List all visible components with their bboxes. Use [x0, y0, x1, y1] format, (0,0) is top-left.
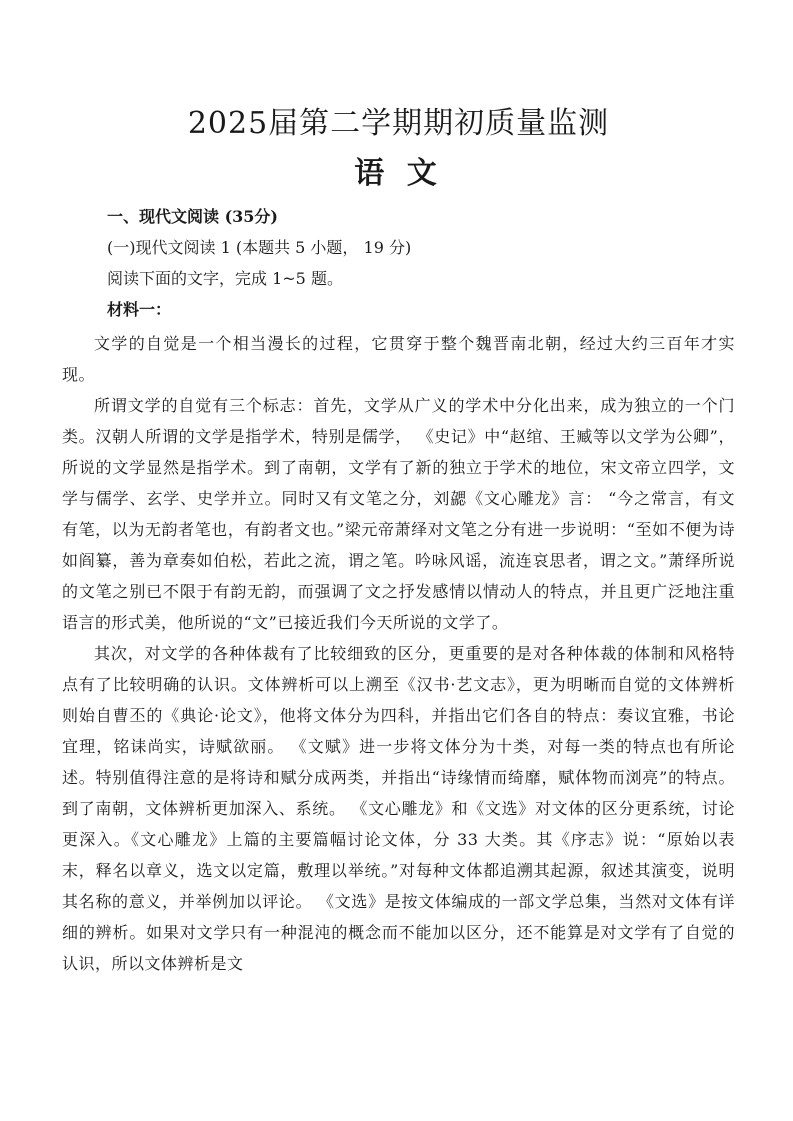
reading-instruction: 阅读下面的文字，完成 1~5 题。	[107, 269, 343, 288]
paragraph-3: 其次，对文学的各种体裁有了比较细致的区分，更重要的是对各种体裁的体制和风格特点有了比较明确的认识。文体辨析可以上溯至《汉书·艺文志》，更为明晰而自觉的文体辨析则始自曹丕的《典论·论文》，他将文体分为四科，并指出它们各自的特点：奏议宜雅，书论宜理，铭诔尚实，诗赋欲丽。 《文赋》进一步将文体分为十类，对每一类的特点也有所论述。特别值得注意的是将诗和赋分成两类，并指出“诗缘情而绮靡，赋体物而浏亮”的特点。到了南朝，文体辨析更加深入、系统。 《文心雕龙》和《文选》对文体的区分更系统，讨论更深入。《文心雕龙》上篇的主要篇幅讨论文体，分 33 大类。其《序志》说：“原始以表末，释名以章义，选文以定篇，敷理以举统。”对每种文体都追溯其起源，叙述其演变，说明其名称的意义，并举例加以评论。 《文选》是按文体编成的一部文学总集，当然对文体有详细的辨析。如果对文学只有一种混沌的概念而不能加以区分，还不能算是对文学有了自觉的认识，所以文体辨析是文	[62, 644, 735, 973]
paragraph-1: 文学的自觉是一个相当漫长的过程，它贯穿于整个魏晋南北朝，经过大约三百年才实现。	[62, 334, 735, 384]
material-label: 材料一：	[107, 300, 172, 319]
exam-title: 2025届第二学期期初质量监测	[187, 106, 610, 141]
subject-title: 语 文	[354, 156, 443, 191]
section-heading: 一、现代文阅读 (35分)	[107, 207, 278, 226]
paragraph-2: 所谓文学的自觉有三个标志：首先，文学从广义的学术中分化出来，成为独立的一个门类。汉朝人所谓的文学是指学术，特别是儒学， 《史记》中“赵绾、王臧等以文学为公卿”，所说的文学显然是指学术。到了南朝，文学有了新的独立于学术的地位，宋文帝立四学，文学与儒学、玄学、史学并立。同时又有文笔之分，刘勰《文心雕龙》言： “今之常言，有文有笔，以为无韵者笔也，有韵者文也。”梁元帝萧绎对文笔之分有进一步说明：“至如不便为诗如阎纂，善为章奏如伯松，若此之流，谓之笔。吟咏风谣，流连哀思者，谓之文。”萧绎所说的文笔之别已不限于有韵无韵，而强调了文之抒发感情以情动人的特点，并且更广泛地注重语言的形式美，他所说的“文”已接近我们今天所说的文学了。	[62, 396, 735, 632]
subsection-heading: (一)现代文阅读 1 (本题共 5 小题， 19 分)	[107, 238, 412, 257]
